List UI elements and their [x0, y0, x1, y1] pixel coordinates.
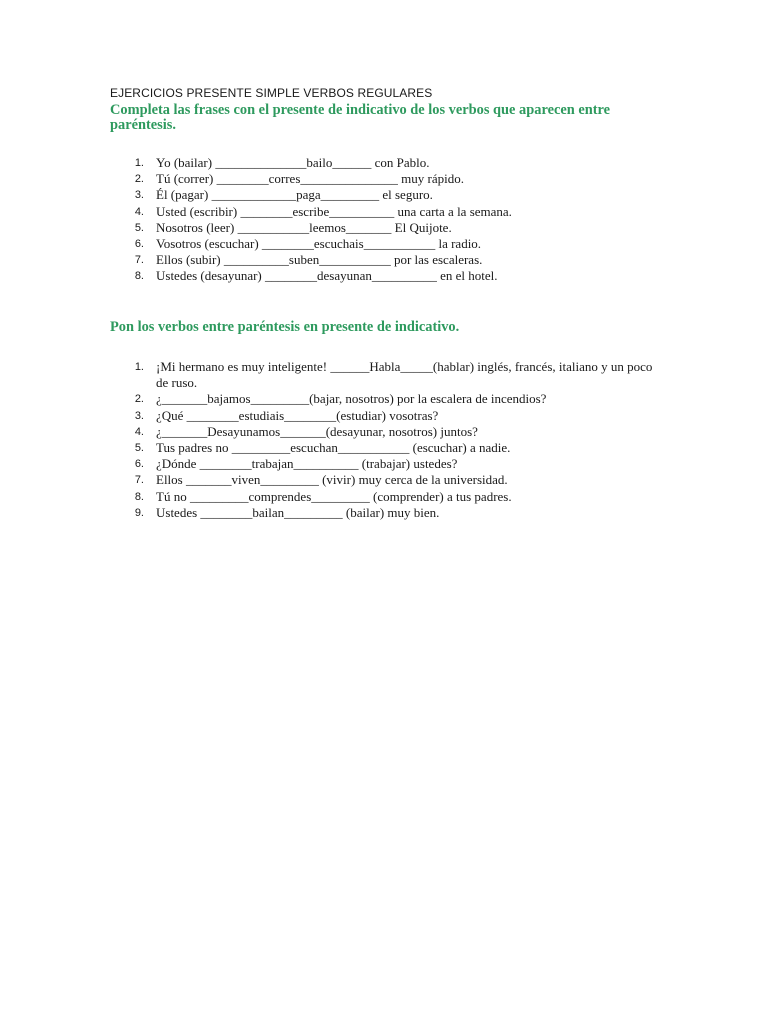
- section1-instruction: Completa las frases con el presente de indicativo de los verbos que aparecen entre paréntesis.: [110, 102, 611, 133]
- item-number: 3.: [134, 189, 144, 202]
- item-number: 1.: [134, 361, 144, 373]
- item-text: Tus padres no _________escuchan___________ (escuchar) a nadie.: [156, 440, 511, 456]
- item-number: 4.: [134, 205, 144, 218]
- list-item: [110, 489, 660, 505]
- item-number: 3.: [134, 409, 144, 422]
- list-item: [110, 391, 660, 407]
- item-text: ¿_______bajamos_________(bajar, nosotros) por la escalera de incendios?: [156, 391, 547, 407]
- page-title: EJERCICIOS PRESENTE SIMPLE VERBOS REGULARES: [110, 86, 433, 100]
- list-item: [110, 456, 660, 472]
- item-number: 5.: [134, 442, 144, 455]
- item-text: Ellos _______viven_________ (vivir) muy cerca de la universidad.: [156, 472, 508, 488]
- list-item: [110, 252, 660, 268]
- item-text: ¿_______Desayunamos_______(desayunar, nosotros) juntos?: [156, 423, 478, 439]
- item-text: Él (pagar) _____________paga_________ el seguro.: [156, 187, 433, 203]
- list-item: [110, 220, 660, 236]
- item-text: Nosotros (leer) ___________leemos_______ El Quijote.: [156, 219, 452, 235]
- section2-instruction: Pon los verbos entre paréntesis en presente de indicativo.: [110, 319, 460, 335]
- list-item: [110, 204, 660, 220]
- item-number: 6.: [134, 238, 144, 251]
- list-item: [110, 440, 660, 456]
- item-number: 7.: [134, 474, 144, 487]
- list-item: [110, 472, 660, 488]
- list-item: [110, 268, 660, 284]
- item-number: 9.: [134, 506, 144, 519]
- list-item: [110, 236, 660, 252]
- list-item: [110, 187, 660, 203]
- list-item: [110, 171, 660, 187]
- item-text: Ustedes (desayunar) ________desayunan__________ en el hotel.: [156, 268, 498, 284]
- item-number: 5.: [134, 221, 144, 234]
- item-number: 4.: [134, 425, 144, 438]
- item-number: 6.: [134, 458, 144, 471]
- item-text: Yo (bailar) ______________bailo______ con Pablo.: [156, 155, 430, 170]
- item-text: ¡Mi hermano es muy inteligente! ______Habla_____(hablar) inglés, francés, italiano y un poco de ruso.: [156, 359, 653, 391]
- item-text: Ustedes ________bailan_________ (bailar) muy bien.: [156, 504, 440, 520]
- item-number: 2.: [134, 173, 144, 186]
- list-item: [110, 408, 660, 424]
- item-number: 8.: [134, 270, 144, 283]
- item-number: 2.: [134, 393, 144, 406]
- list-item: [110, 359, 660, 391]
- item-number: 1.: [134, 157, 144, 169]
- item-text: ¿Dónde ________trabajan__________ (trabajar) ustedes?: [156, 456, 458, 472]
- item-number: 8.: [134, 490, 144, 503]
- item-text: Usted (escribir) ________escribe__________ una carta a la semana.: [156, 203, 512, 219]
- item-number: 7.: [134, 254, 144, 267]
- section1-exercise-list: [110, 155, 660, 285]
- item-text: Tú (correr) ________corres_______________ muy rápido.: [156, 171, 464, 187]
- section2-exercise-list: [110, 359, 660, 521]
- item-text: Ellos (subir) __________suben___________ por las escaleras.: [156, 252, 483, 268]
- list-item: [110, 155, 660, 171]
- item-text: Tú no _________comprendes_________ (comprender) a tus padres.: [156, 488, 512, 504]
- list-item: [110, 424, 660, 440]
- item-text: Vosotros (escuchar) ________escuchais___________ la radio.: [156, 236, 482, 252]
- item-text: ¿Qué ________estudiais________(estudiar) vosotras?: [156, 407, 439, 423]
- list-item: [110, 505, 660, 521]
